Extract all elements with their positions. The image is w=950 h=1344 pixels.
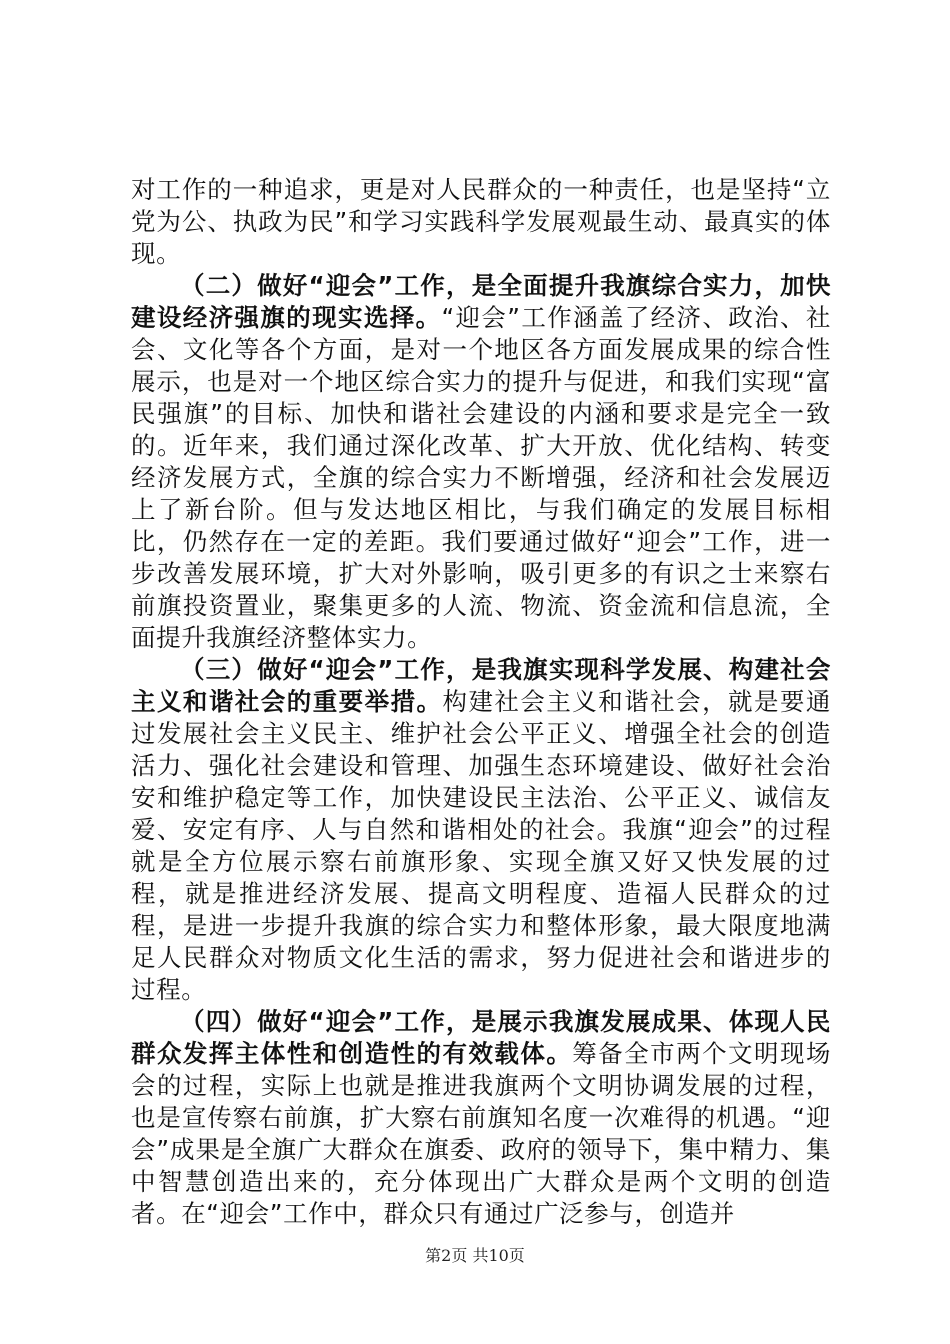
paragraph-1-text: 对工作的一种追求，更是对人民群众的一种责任，也是坚持“立党为公、执政为民”和学习实践科学发展观最生动、最真实的体现。 [131, 175, 831, 268]
paragraph-3-heading: （三）做好“迎会”工作，是我旗实现科学发展、构建社会主义和谐社会的重要举措。 [131, 655, 831, 716]
paragraph-3-text: 构建社会主义和谐社会，就是要通过发展社会主义民主、维护社会公平正义、增强全社会的创造活力、强化社会建设和管理、加强生态环境建设、做好社会治安和维护稳定等工作，加快建设民主法治、公平正义、诚信友爱、安定有序、人与自然和谐相处的社会。我旗“迎会”的过程就是全方位展示察右前旗形象、实现全旗又好又快发展的过程，就是推进经济发展、提高文明程度、造福人民群众的过程，是进一步提升我旗的综合实力和整体形象，最大限度地满足人民群众对物质文化生活的需求，努力促进社会和谐进步的过程。 [131, 687, 832, 1004]
paragraph-2-heading: （二）做好“迎会”工作，是全面提升我旗综合实力，加快建设经济强旗的现实选择。 [131, 271, 831, 332]
paragraph-4-text: 筹备全市两个文明现场会的过程，实际上也就是推进我旗两个文明协调发展的过程，也是宣传察右前旗，扩大察右前旗知名度一次难得的机遇。“迎会”成果是全旗广大群众在旗委、政府的领导下，集中精力、集中智慧创造出来的，充分体现出广大群众是两个文明的创造者。在“迎会”工作中，群众只有通过广泛参与，创造并 [131, 1039, 831, 1228]
page-footer: 第2页 共10页 [425, 1246, 525, 1265]
paragraph-3 [131, 654, 831, 1006]
paragraph-2 [131, 270, 831, 654]
paragraph-1 [131, 174, 831, 270]
paragraph-4 [131, 1006, 831, 1230]
paragraph-4-heading: （四）做好“迎会”工作，是展示我旗发展成果、体现人民群众发挥主体性和创造性的有效载体。 [131, 1007, 831, 1068]
paragraph-2-text: “迎会”工作涵盖了经济、政治、社会、文化等各个方面，是对一个地区各方面发展成果的综合性展示，也是对一个地区综合实力的提升与促进，和我们实现“富民强旗”的目标、加快和谐社会建设的内涵和要求是完全一致的。近年来，我们通过深化改革、扩大开放、优化结构、转变经济发展方式，全旗的综合实力不断增强，经济和社会发展迈上了新台阶。但与发达地区相比，与我们确定的发展目标相比，仍然存在一定的差距。我们要通过做好“迎会”工作，进一步改善发展环境，扩大对外影响，吸引更多的有识之士来察右前旗投资置业，聚集更多的人流、物流、资金流和信息流，全面提升我旗经济整体实力。 [131, 303, 831, 652]
document-body [131, 174, 831, 1230]
